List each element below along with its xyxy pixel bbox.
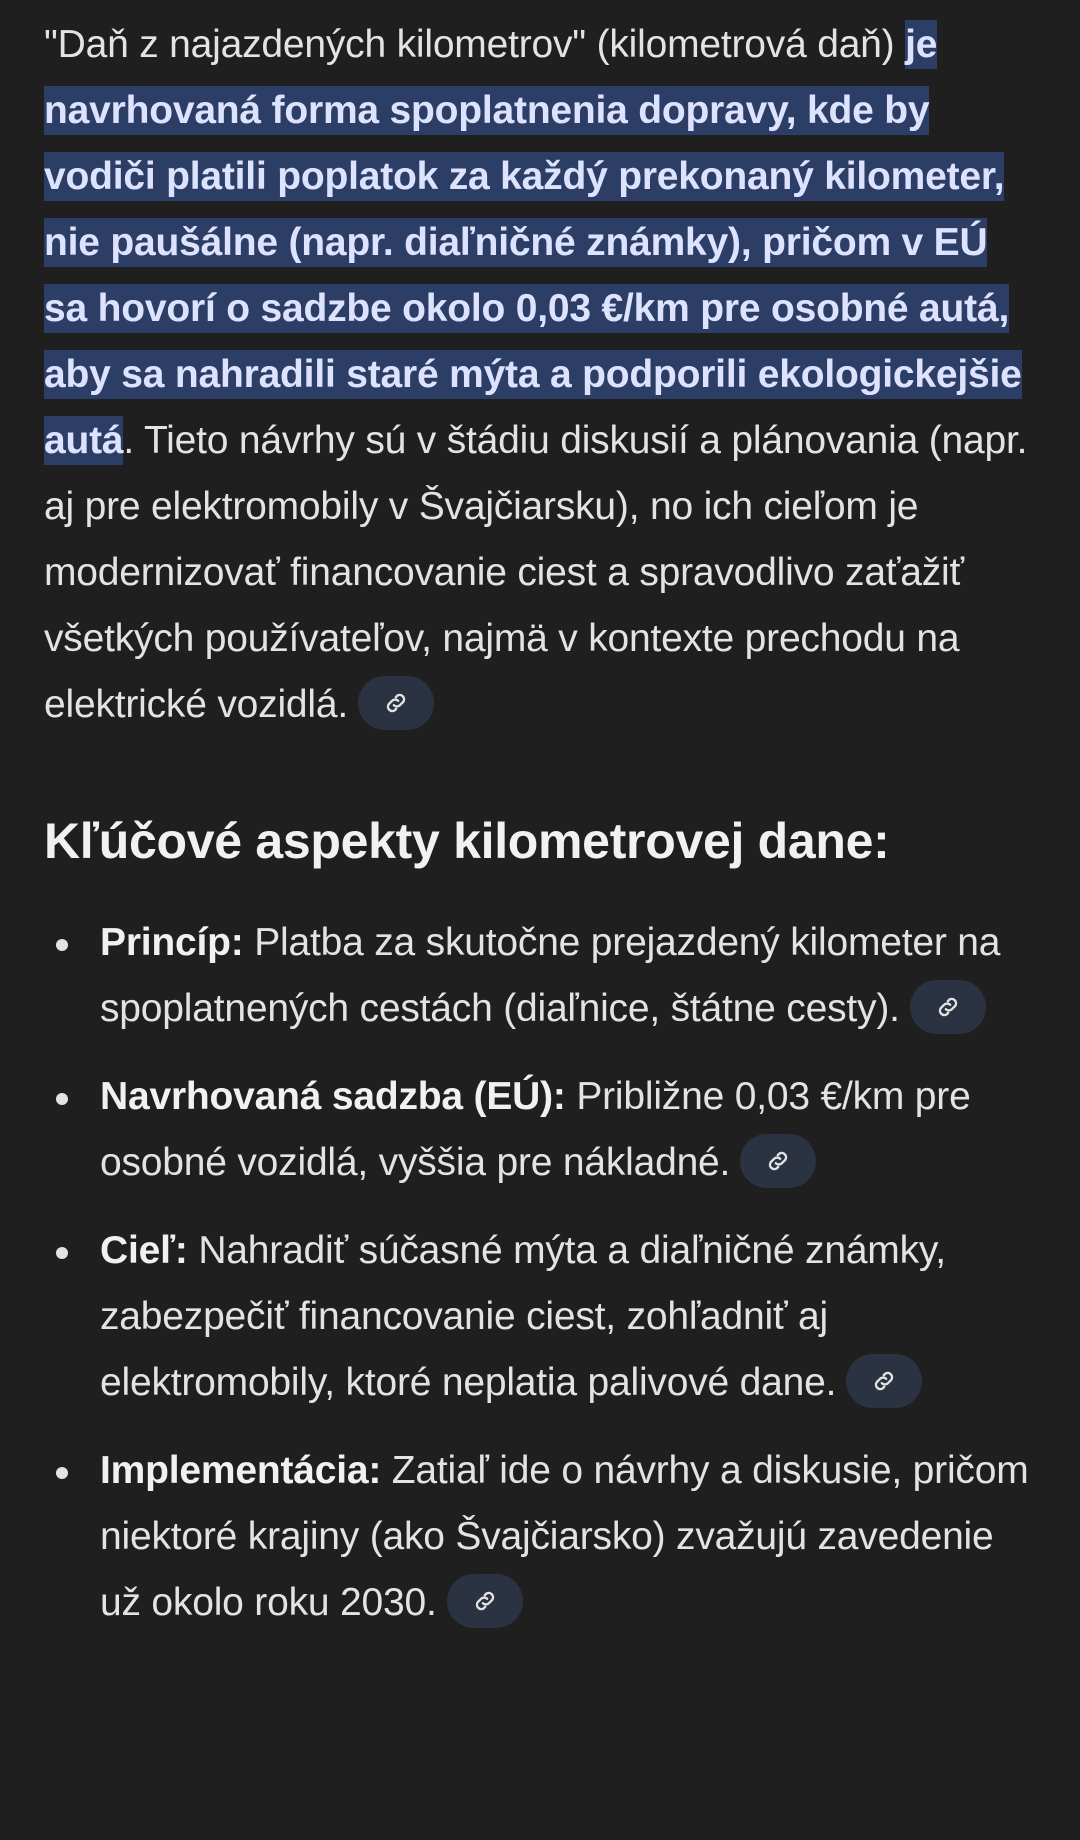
list-item: [44, 1438, 1036, 1636]
bullet-text: Nahradiť súčasné mýta a diaľničné známky, zabezpečiť financovanie ciest, zohľadniť aj elektromobily, ktoré neplatia palivové dane.: [100, 1229, 946, 1404]
bullet-text: Zatiaľ ide o návrhy a diskusie, pričom niektoré krajiny (ako Švajčiarsko) zvažujú zavedenie už okolo roku 2030.: [100, 1449, 1029, 1624]
link-icon: [765, 1148, 791, 1174]
intro-rest: . Tieto návrhy sú v štádiu diskusií a plánovania (napr. aj pre elektromobily v Švajčiarsku), no ich cieľom je modernizovať financovanie ciest a spravodlivo zaťažiť všetkých používateľov, najmä v kontexte prechodu na elektrické vozidlá.: [44, 419, 1028, 726]
list-item: [44, 1064, 1036, 1196]
bullet-icon: [56, 1093, 68, 1105]
link-icon: [472, 1588, 498, 1614]
list-item: [44, 1218, 1036, 1416]
bullet-icon: [56, 1467, 68, 1479]
bullet-term: Princíp:: [100, 921, 244, 964]
source-link-button[interactable]: [846, 1354, 922, 1408]
source-link-button[interactable]: [447, 1574, 523, 1628]
highlighted-text[interactable]: je navrhovaná forma spoplatnenia dopravy, kde by vodiči platili poplatok za každý prekonaný kilometer, nie paušálne (napr. diaľničné známky), pričom v EÚ sa hovorí o sadzbe okolo 0,03 €/km pre osobné autá, aby sa nahradili staré mýta a podporili ekologickejšie autá: [44, 20, 1022, 465]
bullet-icon: [56, 1247, 68, 1259]
intro-lead: "Daň z najazdených kilometrov" (kilometrová daň): [44, 23, 906, 66]
bullet-term: Implementácia:: [100, 1449, 382, 1492]
link-icon: [871, 1368, 897, 1394]
source-link-button[interactable]: [910, 980, 986, 1034]
bullet-term: Navrhovaná sadzba (EÚ):: [100, 1075, 566, 1118]
source-link-button[interactable]: [358, 676, 434, 730]
bullet-text: Platba za skutočne prejazdený kilometer na spoplatnených cestách (diaľnice, štátne cesty).: [100, 921, 1001, 1030]
link-icon: [935, 994, 961, 1020]
link-icon: [383, 690, 409, 716]
aspects-list: [44, 910, 1036, 1636]
list-item: [44, 910, 1036, 1042]
bullet-icon: [56, 939, 68, 951]
bullet-term: Cieľ:: [100, 1229, 188, 1272]
section-heading: Kľúčové aspekty kilometrovej dane:: [44, 813, 890, 869]
bullet-text: Približne 0,03 €/km pre osobné vozidlá, vyššia pre nákladné.: [100, 1075, 971, 1184]
intro-paragraph: [44, 12, 1036, 738]
source-link-button[interactable]: [740, 1134, 816, 1188]
